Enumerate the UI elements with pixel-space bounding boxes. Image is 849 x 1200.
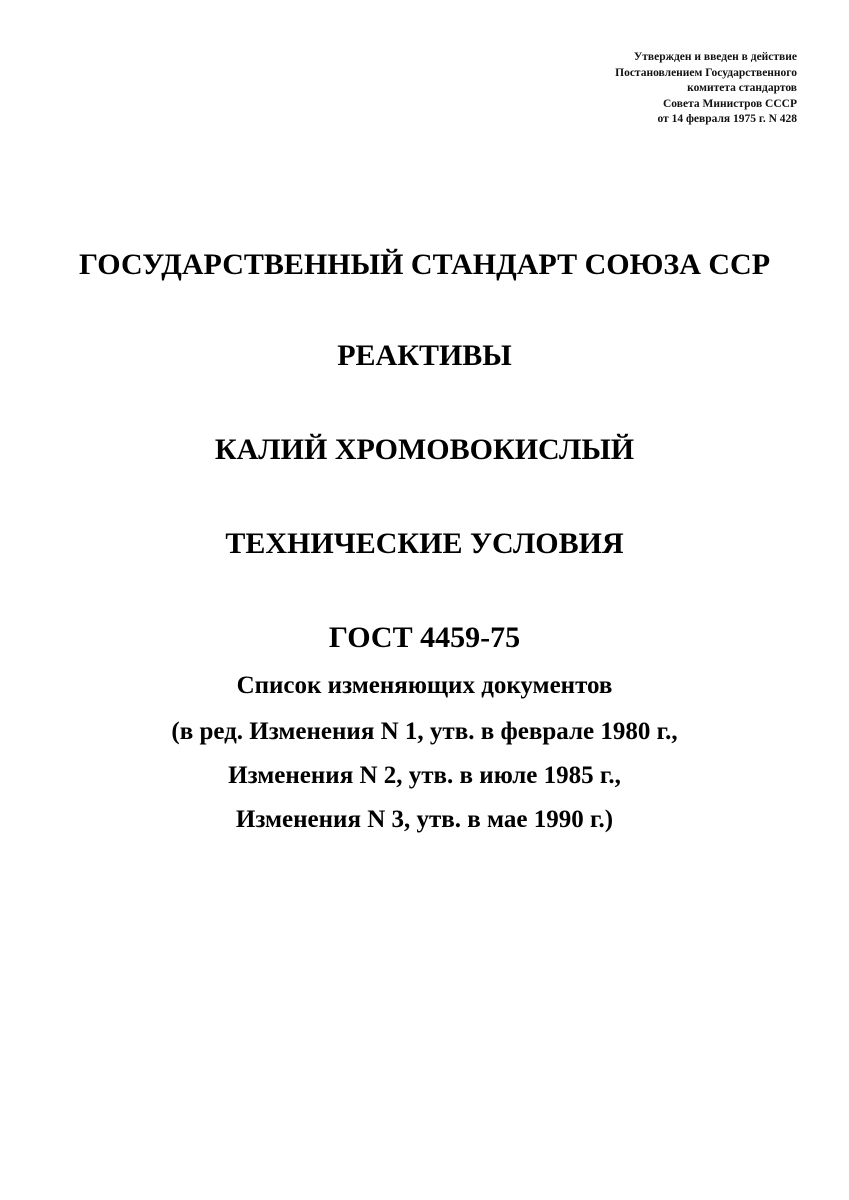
product-heading: КАЛИЙ ХРОМОВОКИСЛЫЙ [214,433,635,466]
category-heading: РЕАКТИВЫ [337,339,512,372]
amendments-heading: Список изменяющих документов [236,672,613,699]
document-kind-heading: ТЕХНИЧЕСКИЕ УСЛОВИЯ [225,527,624,560]
standard-type-heading: ГОСУДАРСТВЕННЫЙ СТАНДАРТ СОЮЗА ССР [78,248,771,281]
amendment-line: Изменения N 2, утв. в июле 1985 г., [228,762,621,789]
approval-line: от 14 февраля 1975 г. N 428 [657,113,797,125]
approval-block [615,50,797,128]
approval-line: комитета стандартов [687,82,797,94]
approval-line: Утвержден и введен в действие [633,51,797,63]
amendment-line: Изменения N 3, утв. в мае 1990 г.) [235,806,614,833]
gost-number: ГОСТ 4459-75 [328,621,521,654]
approval-line: Совета Министров СССР [662,97,797,110]
approval-line: Постановлением Государственного [615,66,797,79]
amendment-line: (в ред. Изменения N 1, утв. в феврале 1980 г., [171,718,678,745]
